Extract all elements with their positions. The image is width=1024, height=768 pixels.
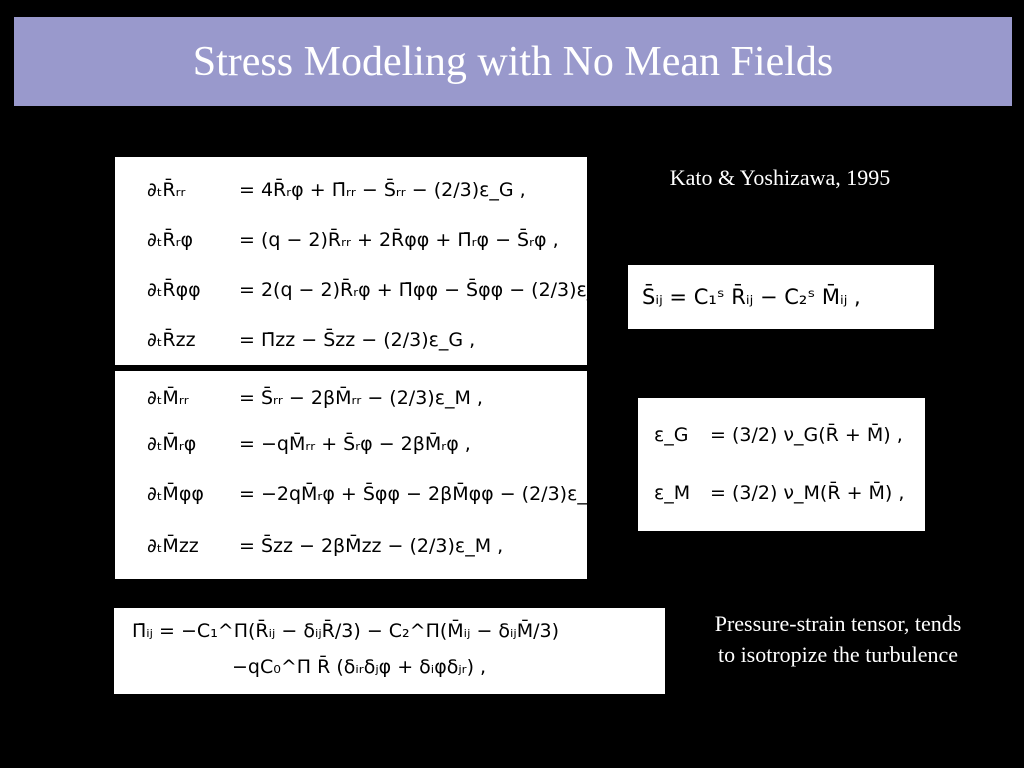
equation-m-rr: ∂ₜM̄ᵣᵣ = S̄ᵣᵣ − 2βM̄ᵣᵣ − (2/3)ε_M ,	[147, 387, 483, 409]
equation-r-rphi: ∂ₜR̄ᵣφ = (q − 2)R̄ᵣᵣ + 2R̄φφ + Π̄ᵣφ − S̄ᵣφ ,	[147, 229, 559, 251]
pressure-strain-panel	[114, 608, 665, 694]
title-bar	[14, 17, 1012, 106]
equation-pi-line1: Π̄ᵢⱼ = −C₁^Π(R̄ᵢⱼ − δᵢⱼR̄/3) − C₂^Π(M̄ᵢⱼ − δᵢⱼM̄/3)	[132, 620, 560, 642]
equation-pi-line2: −qC₀^Π R̄ (δᵢᵣδⱼφ + δᵢφδⱼᵣ) ,	[232, 656, 487, 678]
equation-r-zz: ∂ₜR̄zz = Π̄zz − S̄zz − (2/3)ε_G ,	[147, 329, 476, 351]
equation-r-phiphi: ∂ₜR̄φφ = 2(q − 2)R̄ᵣφ + Π̄φφ − S̄φφ − (2/3)ε_G ,	[147, 279, 624, 301]
equation-r-rr: ∂ₜR̄ᵣᵣ = 4R̄ᵣφ + Π̄ᵣᵣ − S̄ᵣᵣ − (2/3)ε_G ,	[147, 179, 526, 201]
equation-s-closure: S̄ᵢⱼ = C₁ˢ R̄ᵢⱼ − C₂ˢ M̄ᵢⱼ ,	[642, 285, 861, 309]
m-equations-panel	[115, 371, 616, 579]
equation-eps-g: ε_G = (3/2) ν_G(R̄ + M̄) ,	[654, 424, 903, 446]
equation-m-zz: ∂ₜM̄zz = S̄zz − 2βM̄zz − (2/3)ε_M ,	[147, 535, 504, 557]
r-equations-panel	[115, 157, 624, 365]
equation-eps-m: ε_M = (3/2) ν_M(R̄ + M̄) ,	[654, 482, 905, 504]
slide-title: Stress Modeling with No Mean Fields	[192, 38, 834, 85]
citation: Kato & Yoshizawa, 1995	[669, 165, 891, 190]
epsilon-panel	[638, 398, 925, 531]
equation-m-rphi: ∂ₜM̄ᵣφ = −qM̄ᵣᵣ + S̄ᵣφ − 2βM̄ᵣφ ,	[147, 433, 471, 455]
pressure-strain-caption: Pressure-strain tensor, tends to isotropize the turbulence	[714, 611, 962, 667]
equation-m-phiphi: ∂ₜM̄φφ = −2qM̄ᵣφ + S̄φφ − 2βM̄φφ − (2/3)ε_M ,	[147, 483, 616, 505]
s-closure-panel	[628, 265, 934, 329]
